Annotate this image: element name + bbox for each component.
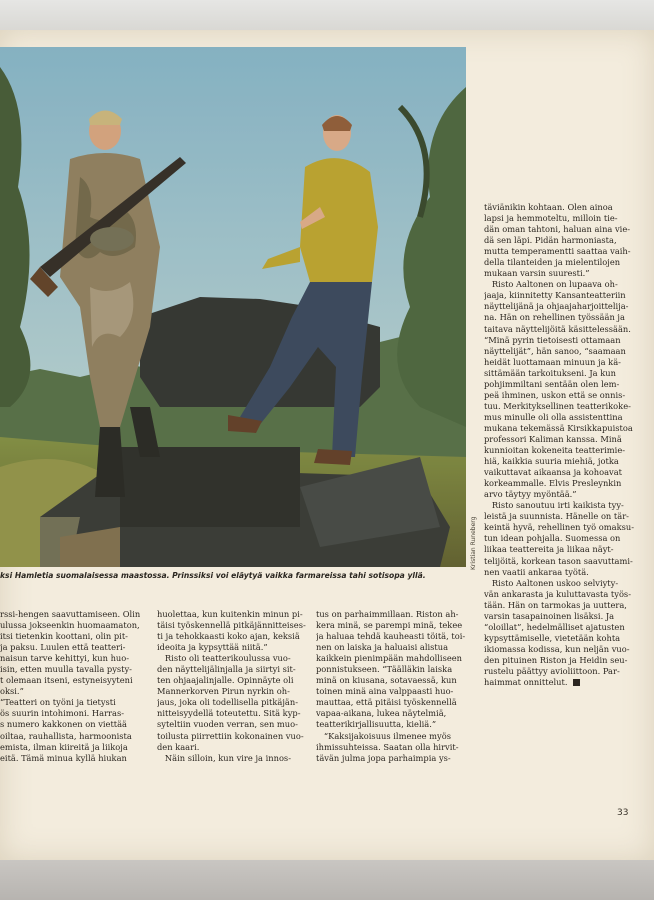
text-line: tus on parhaimmillaan. Riston ah-: [316, 609, 459, 619]
text-line: varsin tasapainoinen lisäksi. Ja: [484, 610, 615, 621]
text-line: teatterikirjallisuutta, kieliä.”: [316, 719, 437, 730]
text-line: kunnioitan kokeneita teatterimie-: [484, 445, 626, 456]
text-column-4: [484, 202, 636, 688]
text-line: isin, etten muulla tavalla pysty-: [0, 664, 132, 675]
text-column-2: [157, 609, 309, 764]
text-line: vaikuttavat aikaansa ja kohoavat: [484, 467, 623, 478]
text-line: minä on kiusana, sotavaessä, kun: [316, 675, 457, 686]
text-line: toinen minä aina valppaasti huo-: [316, 686, 454, 697]
text-line: jaus, joka oli todellisella pitkäjän-: [157, 697, 299, 708]
text-column-1: [0, 609, 150, 764]
text-line: taitava näyttelijöitä käsittelessään.: [484, 323, 631, 334]
text-line: naisun tarve kehittyi, kun huo-: [0, 653, 130, 664]
text-line: rssi-hengen saavuttamiseen. Olin: [0, 609, 141, 619]
text-line: nen vaatii ankaraa työtä.: [484, 566, 589, 577]
text-line: hiä, kaikkia suuria miehiä, jotka: [484, 456, 619, 467]
text-line: peä ihminen, uskon että se onnis-: [484, 389, 626, 400]
text-line: mukaan varsin suuresti.”: [484, 268, 590, 279]
text-line: pohjimmiltani sentään olen lem-: [484, 378, 620, 389]
text-line: ten ohjaajalinjalle. Opinnäyte oli: [157, 675, 294, 686]
text-line: haimmat onnittelut.: [484, 677, 636, 688]
photo-credit: Kristian Runeberg: [470, 516, 477, 570]
text-line: rustelu päättyy avioliittoon. Par-: [484, 665, 620, 676]
text-line: ja paksu. Luulen että teatteri-: [0, 642, 126, 653]
text-line: ihmissuhteissa. Saatan olla hirvit-: [316, 741, 459, 752]
text-line: tävän julma jopa parhaimpia ys-: [316, 752, 451, 763]
text-line: professori Kaliman kanssa. Minä: [484, 433, 622, 444]
text-line: täviänikin kohtaan. Olen ainoa: [484, 202, 613, 212]
text-line: mutta temperamentti saattaa vaih-: [484, 246, 631, 257]
text-line: Risto sanoutuu irti kaikista tyy-: [484, 500, 624, 511]
text-line: della tilanteiden ja mielentilojen: [484, 257, 621, 268]
text-line: dän oman tahtoni, haluan aina vie-: [484, 224, 631, 235]
text-line: eitä. Tämä minua kyllä hiukan: [0, 752, 127, 763]
text-line: oksi.”: [0, 686, 24, 697]
text-line: na. Hän on rehellinen työssään ja: [484, 312, 625, 323]
text-column-3: [316, 609, 474, 764]
text-line: liikaa teattereita ja liikaa näyt-: [484, 544, 614, 555]
text-line: t olemaan itseni, estyneisyyteni: [0, 675, 133, 686]
scan-bottom-edge: [0, 860, 654, 900]
text-line: “Kaksijakoisuus ilmenee myös: [316, 730, 451, 741]
text-line: Näin silloin, kun vire ja innos-: [157, 752, 291, 763]
text-line: toilusta piirrettiin kokonainen vuo-: [157, 730, 304, 741]
text-line: tun idean pohjalla. Suomessa on: [484, 533, 621, 544]
text-line: vapaa-aikana, lukea näytelmiä,: [316, 708, 447, 719]
text-line: arvo täytyy myöntää.”: [484, 489, 577, 500]
text-line: kaikkein pienimpään mahdolliseen: [316, 653, 462, 664]
text-line: s numero kakkonen on viettää: [0, 719, 128, 730]
text-line: “Minä pyrin tietoisesti ottamaan: [484, 334, 621, 345]
text-line: kera minä, se parempi minä, tekee: [316, 620, 463, 631]
text-line: korkeammalle. Elvis Presleynkin: [484, 478, 622, 489]
text-line: ulussa jokseenkin huomaamaton,: [0, 620, 140, 631]
page-number: 33: [617, 808, 629, 818]
text-line: leistä ja suunnista. Hänelle on tär-: [484, 511, 629, 522]
photo-caption: ksi Hamletia suomalaisessa maastossa. Prinssiksi voi eläytyä vaikka farmareissa tahi sotisopa yllä.: [0, 571, 426, 580]
text-line: Risto Aaltonen uskoo selviyty-: [484, 577, 619, 588]
text-line: ti ja tehokkaasti koko ajan, keksiä: [157, 631, 300, 642]
text-line: oiltaa, rauhallista, harmoonista: [0, 730, 132, 741]
text-line: telijöitä, korkean tason saavuttami-: [484, 555, 633, 566]
text-line: mauttaa, että pitäisi työskennellä: [316, 697, 457, 708]
text-line: den pituinen Riston ja Heidin seu-: [484, 654, 628, 665]
text-line: Risto oli teatterikoulussa vuo-: [157, 653, 291, 664]
text-line: Mannerkorven Pirun nyrkin oh-: [157, 686, 290, 697]
text-line: tuu. Merkityksellinen teatterikoke-: [484, 400, 631, 411]
text-line: lapsi ja hemmoteltu, milloin tie-: [484, 213, 618, 224]
end-mark-icon: [573, 679, 580, 686]
text-line: “oloillat”, hedelmälliset ajatusten: [484, 621, 625, 632]
text-line: nen on laiska ja haluaisi alistua: [316, 642, 449, 653]
text-line: ja haluaa tehdä kauheasti töitä, toi-: [316, 631, 466, 642]
text-line: “Teatteri on työni ja tietysti: [0, 697, 116, 708]
text-line: ponnistukseen. “Täälläkin laiska: [316, 664, 453, 675]
scan-top-edge: [0, 0, 654, 30]
text-line: itsi tietenkin koottani, olin pit-: [0, 631, 128, 642]
text-line: tään. Hän on tarmokas ja uuttera,: [484, 599, 627, 610]
text-line: Risto Aaltonen on lupaava oh-: [484, 279, 618, 290]
text-line: kypsyttämiselle, vietetään kohta: [484, 632, 621, 643]
text-line: heidät luottamaan minuun ja kä-: [484, 356, 621, 367]
text-line: näyttelijät”, hän sanoo, “saamaan: [484, 345, 626, 356]
text-line: nitteisyydellä toteutettu. Sitä kyp-: [157, 708, 301, 719]
text-line: vän ankarasta ja kuluttavasta työs-: [484, 588, 631, 599]
text-line: jaaja, kiinnitetty Kansanteatteriin: [484, 290, 626, 301]
text-line: sittämään tarkoitukseni. Ja kun: [484, 367, 616, 378]
text-line: huolettaa, kun kuitenkin minun pi-: [157, 609, 303, 619]
text-line: ös suurin intohimoni. Harras-: [0, 708, 125, 719]
text-line: emista, ilman kiireitä ja liikoja: [0, 741, 128, 752]
text-line: mukana tekemässä Kirsikkapuistoa: [484, 422, 633, 433]
text-line: ikiomassa kodissa, kun neljän vuo-: [484, 643, 630, 654]
text-line: mus minulle oli olla assistenttina: [484, 411, 623, 422]
text-line: ideoita ja kypsyttää niitä.”: [157, 642, 268, 653]
text-line: keintä hyvä, rehellinen työ omaksu-: [484, 522, 635, 533]
text-line: täisi työskennellä pitkäjännitteises-: [157, 620, 306, 631]
article-photo: [0, 47, 466, 567]
text-line: den näyttelijälinjalla ja siirtyi sit-: [157, 664, 296, 675]
text-line: syteltiin vuoden verran, sen muo-: [157, 719, 298, 730]
text-line: dä sen läpi. Pidän harmoniasta,: [484, 235, 617, 246]
text-line: näyttelijänä ja ohjaajaharjoittelija-: [484, 301, 629, 312]
text-line: den kaari.: [157, 741, 200, 752]
